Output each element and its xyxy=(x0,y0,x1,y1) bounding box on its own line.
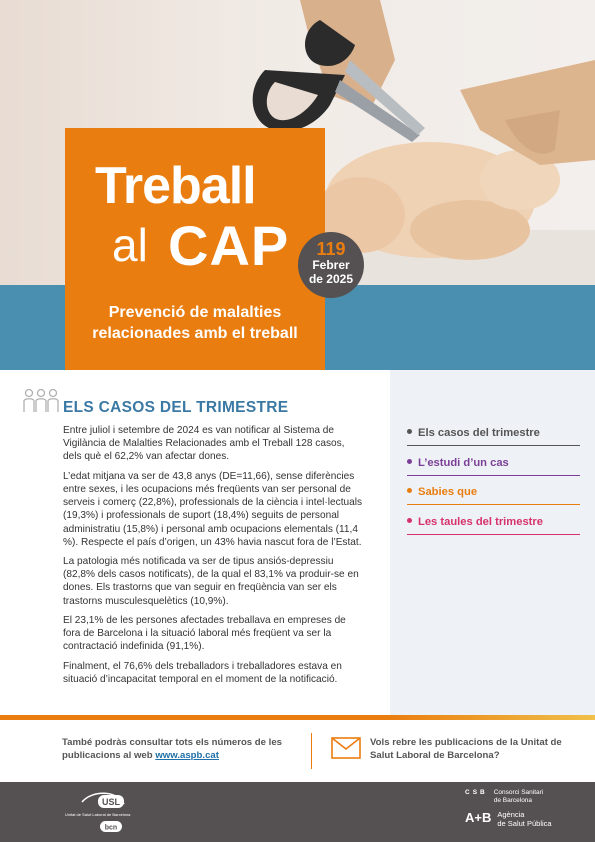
issue-badge xyxy=(298,232,364,298)
aspb-link[interactable]: www.aspb.cat xyxy=(155,749,219,761)
aspb-name-line2: de Salut Pública xyxy=(497,819,552,828)
people-icon xyxy=(22,388,60,419)
bullet-dot xyxy=(407,518,412,523)
sidebar xyxy=(390,370,595,715)
bullet-dot xyxy=(407,459,412,464)
title-word-al: al xyxy=(112,219,148,271)
csb-name-line2: de Barcelona xyxy=(493,796,533,804)
article-body xyxy=(63,424,365,692)
paragraph: L’edat mitjana va ser de 43,8 anys (DE=11,66), sense diferències entre sexes, i les ocupacions més freqüents van ser personal de serveis i comerç (22,8%), professionals de la ciència i intel·lectuals (19,3%) i professionals de suport (18,4%) seguits de personal administratiu (15,8%) i personal amb ocupacions elementals (11,4 %). Respecte el país d’origen, un 43% havia nascut fora de l’Estat. xyxy=(63,470,363,548)
sidebar-item-casos[interactable] xyxy=(407,427,580,446)
aspb-logo xyxy=(465,810,552,828)
paragraph: Entre juliol i setembre de 2024 es van notificar al Sistema de Vigilància de Malalties Relacionades amb el Treball 128 casos, dels què el 62,2% van afectar dones. xyxy=(63,425,345,463)
paragraph: La patologia més notificada va ser de tipus ansiós-depressiu (82,8% dels casos notificats), de la qual el 83,1% va produir-se en dones. Els trastorns que van seguir en freqüència van ser els trastorns musculesquelètics (10,9%). xyxy=(63,555,359,607)
csb-logo xyxy=(465,789,543,805)
paragraph: Finalment, el 76,6% dels treballadors i treballadores estava en situació d’incapacitat temporal en el moment de la notificació. xyxy=(63,660,342,685)
footer-web-note xyxy=(62,737,312,763)
title-line-treball: Treball xyxy=(95,157,256,215)
sidebar-item-sabies[interactable] xyxy=(407,486,580,505)
bullet-dot xyxy=(407,488,412,493)
aspb-name-line1: Agència xyxy=(497,810,525,819)
usl-logo xyxy=(62,792,142,839)
sidebar-item-label: Sabies que xyxy=(418,486,478,498)
issue-month: Febrer xyxy=(312,258,350,272)
footer-subscribe-text: Vols rebre les publicacions de la Unitat de Salut Laboral de Barcelona? xyxy=(370,737,562,761)
section-title: ELS CASOS DEL TRIMESTRE xyxy=(63,399,289,416)
csb-mark: CSB xyxy=(465,789,488,796)
footer-web-text: També podràs consultar tots els números de les publicacions al web xyxy=(62,737,283,761)
csb-name-line1: Consorci Sanitari xyxy=(493,789,544,796)
footer-divider xyxy=(311,733,312,769)
paragraph: El 23,1% de les persones afectades treballava en empreses de fora de Barcelona i la situació laboral més freqüent va ser la contractació indefinida (91,1%). xyxy=(63,614,346,653)
mail-icon[interactable] xyxy=(331,737,361,764)
bcn-text: bcn xyxy=(104,824,118,832)
issue-year: de 2025 xyxy=(308,272,354,287)
title-word-cap: CAP xyxy=(168,214,290,277)
sidebar-item-label: Les taules del trimestre xyxy=(418,516,543,528)
sidebar-item-label: Els casos del trimestre xyxy=(418,427,540,439)
aspb-mark: A+B xyxy=(465,810,492,825)
usl-logo-text: USL xyxy=(102,797,120,807)
bullet-dot xyxy=(407,429,412,434)
usl-caption: Unitat de Salut Laboral de Barcelona xyxy=(65,812,131,817)
issue-number: 119 xyxy=(316,239,346,259)
sidebar-item-estudi[interactable] xyxy=(407,457,580,476)
subtitle: Prevenció de malalties relacionades amb el treball xyxy=(92,304,298,342)
sidebar-item-taules[interactable] xyxy=(407,516,580,535)
sidebar-item-label: L’estudi d’un cas xyxy=(418,457,509,469)
